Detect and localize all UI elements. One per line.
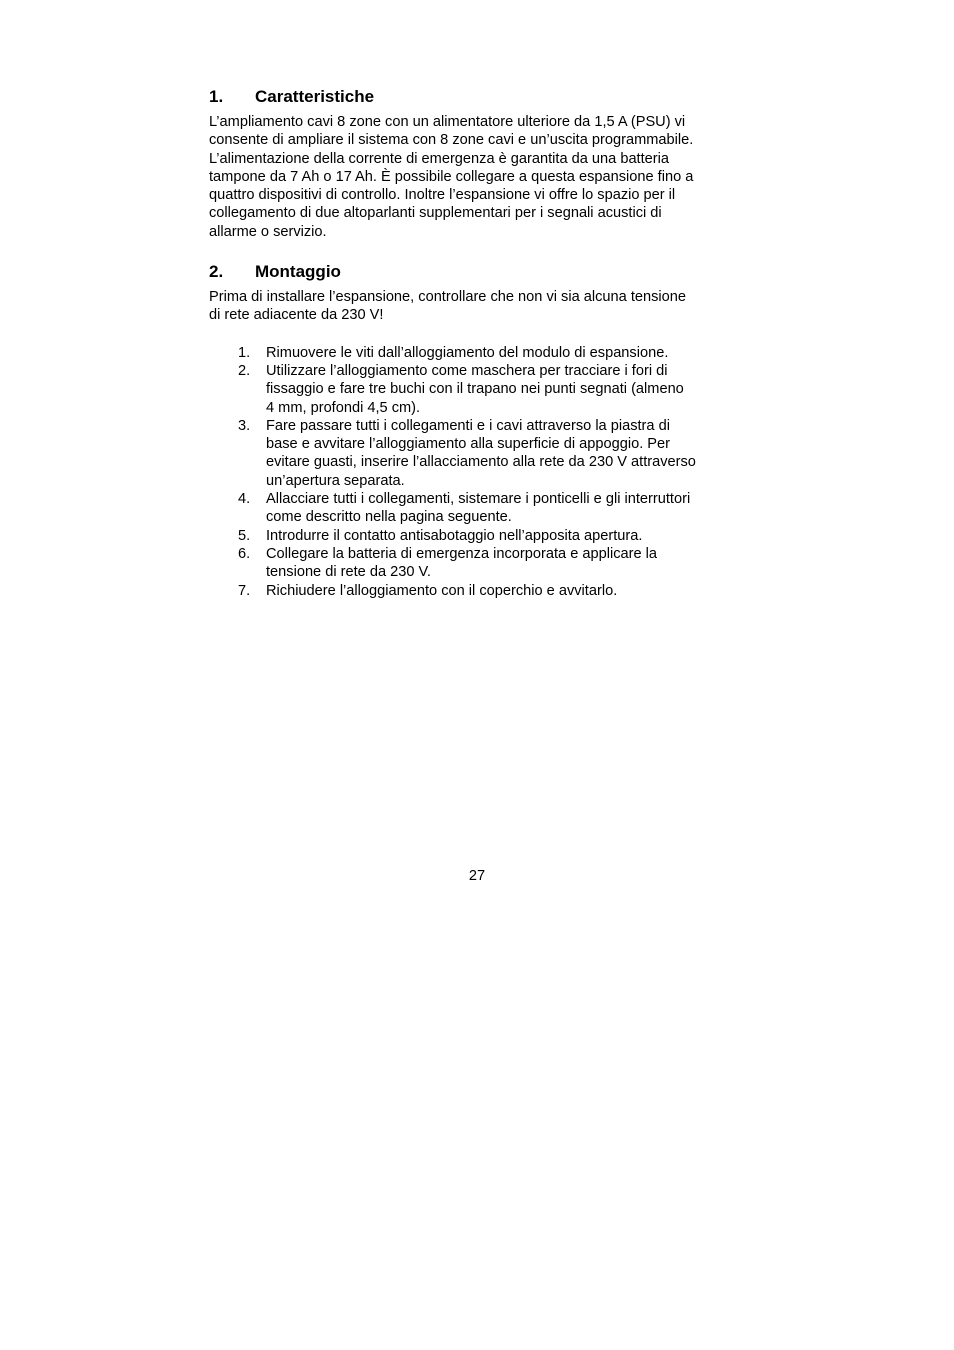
section-number: 2. bbox=[209, 262, 224, 282]
section-title: Caratteristiche bbox=[255, 87, 375, 106]
step-text: Allacciare tutti i collegamenti, sistemare i ponticelli e gli interruttori come descritto nella pagina seguente. bbox=[266, 491, 691, 526]
section-montaggio bbox=[209, 261, 749, 600]
section-body: Prima di installare l’espansione, controllare che non vi sia alcuna tensione di rete adiacente da 230 V! bbox=[209, 289, 686, 324]
list-item bbox=[209, 545, 749, 582]
step-number: 6. bbox=[238, 545, 251, 562]
step-text: Richiudere l’alloggiamento con il coperchio e avvitarlo. bbox=[266, 582, 618, 599]
step-number: 2. bbox=[238, 362, 251, 379]
step-number: 1. bbox=[238, 344, 251, 361]
step-text: Introdurre il contatto antisabotaggio nell’apposita apertura. bbox=[266, 527, 643, 544]
step-number: 3. bbox=[238, 417, 251, 434]
step-number: 7. bbox=[238, 582, 251, 599]
section-body: L’ampliamento cavi 8 zone con un alimentatore ulteriore da 1,5 A (PSU) vi consente di ampliare il sistema con 8 zone cavi e un’uscita programmabile. L’alimentazione della corrente di emergenza è garantita da una batteria tampone da 7 Ah o 17 Ah. È possibile collegare a questa espansione fino a quattro dispositivi di controllo. Inoltre l’espansione vi offre lo spazio per il collegamento di due altoparlanti supplementari per i segnali acustici di allarme o servizio. bbox=[209, 114, 694, 240]
list-item bbox=[209, 344, 749, 362]
step-text: Utilizzare l’alloggiamento come maschera per tracciare i fori di fissaggio e fare tre buchi con il trapano nei punti segnati (almeno 4 mm, profondi 4,5 cm). bbox=[266, 362, 684, 416]
section-title: Montaggio bbox=[255, 262, 341, 282]
step-number: 5. bbox=[238, 527, 251, 544]
step-text: Fare passare tutti i collegamenti e i cavi attraverso la piastra di base e avvitare l’alloggiamento alla superficie di appoggio. Per evitare guasti, inserire l’allacciamento alla rete da 230 V attraverso un’apertura separata. bbox=[266, 417, 696, 489]
page-number: 27 bbox=[468, 868, 486, 884]
step-number: 4. bbox=[238, 491, 251, 508]
page-content bbox=[209, 86, 749, 600]
list-item bbox=[209, 527, 749, 545]
list-item bbox=[209, 362, 749, 417]
installation-steps bbox=[209, 344, 749, 600]
list-item bbox=[209, 417, 749, 490]
section-heading bbox=[209, 86, 749, 108]
section-number: 1. bbox=[209, 87, 224, 106]
list-item bbox=[209, 582, 749, 600]
list-item bbox=[209, 490, 749, 527]
section-heading bbox=[209, 261, 749, 283]
step-text: Collegare la batteria di emergenza incorporata e applicare la tensione di rete da 230 V. bbox=[266, 545, 658, 581]
section-caratteristiche bbox=[209, 86, 749, 241]
step-text: Rimuovere le viti dall’alloggiamento del modulo di espansione. bbox=[266, 344, 669, 361]
